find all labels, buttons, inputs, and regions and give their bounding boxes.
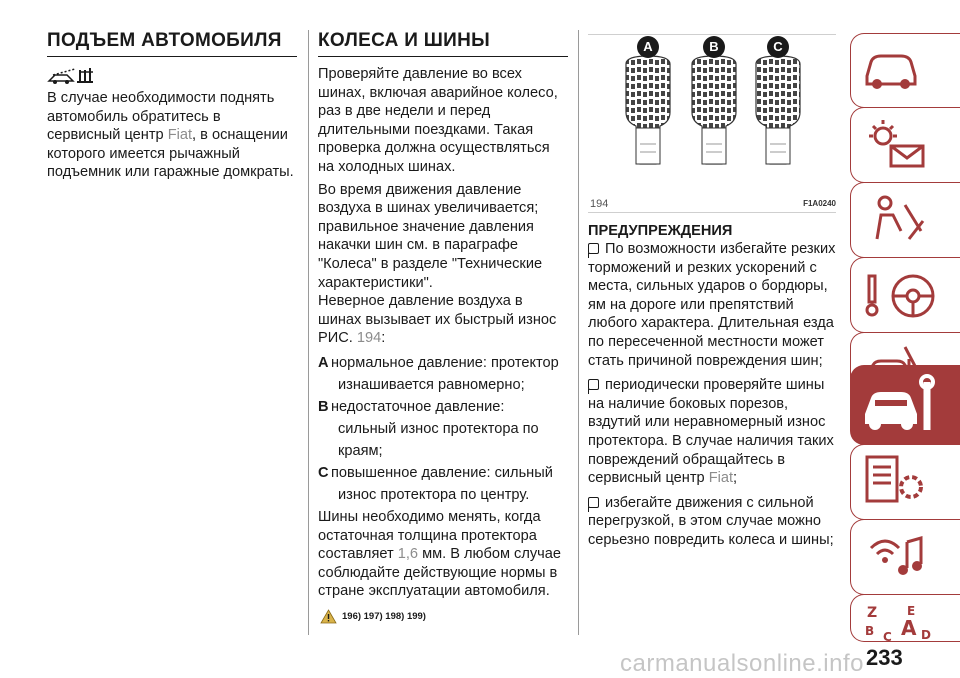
- note-icon: [588, 243, 599, 254]
- steering-wheel-icon: [861, 266, 941, 326]
- note-paragraph: избегайте движения с сильной перегрузкой, в этом случае можно серьезно повредить колеса и шины;: [588, 494, 834, 548]
- svg-text:D: D: [921, 628, 931, 642]
- svg-text:B: B: [865, 624, 875, 638]
- tyre-b: [692, 56, 736, 164]
- airbag-icon: [861, 191, 931, 246]
- tab-index[interactable]: [850, 594, 960, 642]
- tyre-wear-list: [318, 352, 568, 506]
- paragraph: Неверное давление воздуха в шинах вызывает их быстрый износ РИС. 194:: [318, 293, 557, 347]
- tab-safety[interactable]: [850, 182, 960, 258]
- tab-multimedia[interactable]: [850, 519, 960, 595]
- label-b: B: [703, 36, 725, 58]
- index-icon: [861, 603, 941, 643]
- section-title: ПОДЪЕМ АВТОМОБИЛЯ: [47, 30, 297, 57]
- svg-text:A: A: [901, 616, 917, 640]
- tyre-a: [626, 56, 670, 164]
- paragraph: Проверяйте давление во всех шинах, включая аварийное колесо, раз в две недели и перед длительными поездками. Такая проверка должна осуществляться на холодных шинах.: [318, 66, 558, 175]
- specs-icon: [861, 453, 931, 508]
- list-item: B недостаточное давление: сильный износ протектора по краям;: [318, 398, 539, 459]
- note-paragraph: периодически проверяйте шины на наличие боковых порезов, вздутий или неравномерный износ протектора. В случае наличия таких повреждений обращайтесь в сервисный центр Fiat;: [588, 377, 834, 487]
- page-number: 233: [866, 645, 903, 670]
- tab-maintenance[interactable]: [850, 365, 960, 445]
- left-column: [47, 30, 297, 182]
- svg-text:C: C: [883, 630, 892, 643]
- lift-icon: [47, 67, 297, 85]
- figure-code: F1A0240: [803, 199, 836, 208]
- right-column: [588, 222, 838, 550]
- car-wrench-icon: [861, 374, 941, 436]
- tyre-illustration: [588, 34, 836, 199]
- tyre-c: [756, 56, 800, 164]
- list-item: C повышенное давление: сильный износ протектора по центру.: [318, 464, 553, 503]
- label-c: C: [767, 36, 789, 58]
- tab-car[interactable]: [850, 33, 960, 108]
- svg-text:Z: Z: [867, 605, 878, 621]
- middle-column: [318, 30, 568, 624]
- paragraph: Во время движения давление воздуха в шинах увеличивается; правильное значение давления накачки шин см. в параграфе "Колеса" в разделе "Технические характеристики".: [318, 181, 543, 291]
- tab-technical-data[interactable]: [850, 444, 960, 520]
- note-icon: [588, 497, 599, 508]
- svg-text:E: E: [907, 604, 916, 618]
- tab-driving[interactable]: [850, 257, 960, 333]
- warnings-title: ПРЕДУПРЕЖДЕНИЯ: [588, 223, 733, 239]
- column-divider: [308, 30, 309, 635]
- lift-paragraph: В случае необходимости поднять автомобиль обратитесь в сервисный центр Fiat, в оснащении которого имеется рычажный подъемник или гаражные домкраты.: [47, 90, 294, 181]
- tab-warning-lights[interactable]: [850, 107, 960, 183]
- section-title: КОЛЕСА И ШИНЫ: [318, 30, 568, 57]
- warning-icon: [320, 609, 337, 624]
- note-paragraph: По возможности избегайте резких торможений и резких ускорений с места, сильных ударов о бордюры, ям на дороге или препятствий любого характера. Длительная езда по пересеченной местности может стать причиной повреждения шин;: [588, 241, 836, 369]
- list-item: A нормальное давление: протектор изнашивается равномерно;: [318, 354, 559, 393]
- figure-number: 194: [590, 198, 609, 210]
- paragraph: Шины необходимо менять, когда остаточная толщина протектора составляет 1,6 мм. В любом случае соблюдайте действующие нормы в стране эксплуатации автомобиля.: [318, 508, 562, 600]
- watermark: carmanualsonline.info: [620, 650, 864, 677]
- warning-refs: 196) 197) 198) 199): [318, 609, 568, 624]
- label-a: A: [637, 36, 659, 58]
- warning-lights-icon: [861, 116, 931, 171]
- multimedia-icon: [861, 528, 931, 583]
- tyre-figure: [588, 34, 836, 212]
- note-icon: [588, 379, 599, 390]
- car-icon: [861, 42, 921, 92]
- column-divider: [578, 30, 579, 635]
